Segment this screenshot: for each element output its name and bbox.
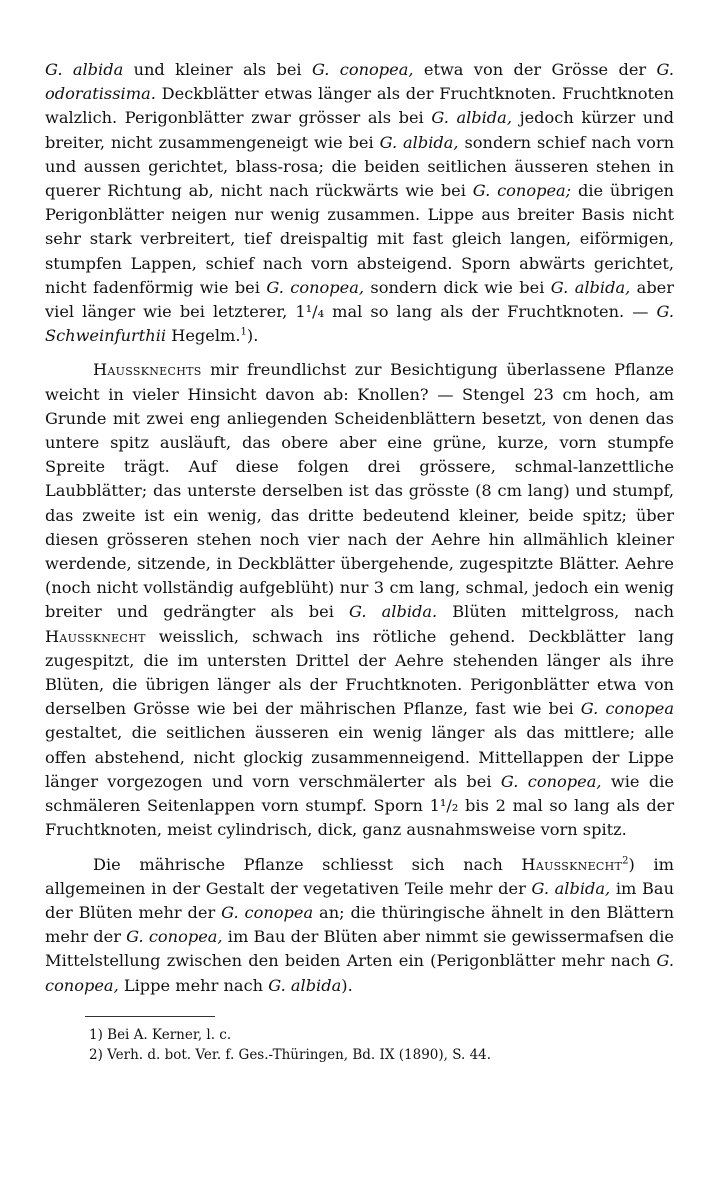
text-run: etwa von der Grösse der [413, 60, 657, 79]
species-name: G. conopea, [500, 771, 602, 791]
footnote-2: 2) Verh. d. bot. Ver. f. Ges.-Thüringen, Bd. IX (1890), S. 44. [89, 1046, 492, 1063]
text-run: Deckblätter etwas länger als der Fruchtknoten. Fruchtknoten walzlich. Perigonblätter zwar grösser als bei [45, 84, 674, 128]
text-run: Hegelm. [166, 326, 241, 346]
species-name: G. conopea [221, 902, 314, 922]
paragraph-3 [45, 853, 674, 998]
text-run: aber viel länger wie bei letzterer, 1¹/₄ mal so lang als der Fruchtknoten. — [45, 277, 674, 322]
species-name: G. albida, [531, 878, 611, 898]
species-name: G. conopea, [45, 951, 674, 995]
text-run: weisslich, schwach ins rötliche gehend. Deckblätter lang zugespitzt, die im untersten Drittel der Aehre stehenden länger als ihre Blüten, die übrigen länger als der Fruchtknoten. Perigonblätter etwa von derselben Grösse wie bei der mährischen Pflanze, fast wie bei [45, 626, 674, 719]
species-name: G. conopea [580, 699, 674, 719]
species-name: G. conopea, [311, 60, 414, 79]
text-run: sondern dick wie bei [364, 277, 551, 297]
footnote-1: 1) Bei A. Kerner, l. c. [89, 1026, 232, 1043]
species-name: G. albida, [431, 108, 512, 128]
text-run: an; die thüringische ähnelt in den Blättern mehr der [45, 902, 674, 947]
text-run: mir freundlichst zur Besichtigung überlassene Pflanze weicht in vieler Hinsicht davon ab: Knollen? — Stengel 23 cm hoch, am Grunde mit zwei eng anliegenden Scheidenblättern besetzt, von denen das untere spitz ausläuft, das obere aber eine grüne, kurze, vorn stumpfe Spreite trägt. Auf diese folgen drei grössere, schmal-lanzettliche Laubblätter; das unterste derselben ist das grösste (8 cm lang) und stumpf, das zweite ist ein wenig, das dritte bedeutend kleiner, beide spitz; über diesen grösseren stehen noch vier nach der Aehre hin allmählich kleiner werdende, sitzende, in Deckblätter übergehende, zugespitzte Blätter. Aehre (noch nicht vollständig aufgeblüht) nur 3 cm lang, schmal, jedoch ein wenig breiter und gedrängter als bei [45, 360, 674, 622]
text-run: Lippe mehr nach [118, 975, 269, 995]
text-run: wie die schmäleren Seitenlappen vorn stumpf. Sporn 1¹/₂ bis 2 mal so lang als der Fruchtknoten, meist cylindrisch, dick, ganz ausnahmsweise vorn spitz. [45, 771, 675, 840]
species-name: G. albida [268, 975, 342, 995]
author-name: Haussknecht [45, 626, 146, 646]
author-name: Haussknechts [93, 360, 202, 380]
footnote-ref: 1 [240, 326, 247, 338]
text-run: jedoch kürzer und breiter, nicht zusammengeneigt wie bei [45, 108, 675, 152]
text-run: Blüten mittelgross, nach [437, 602, 674, 622]
text-run: im Bau der Blüten mehr der [45, 878, 674, 922]
species-name: G. albida [45, 60, 124, 79]
species-name: G. albida. [349, 602, 438, 622]
text-run: die übrigen Perigonblätter neigen nur wenig zusammen. Lippe aus breiter Basis nicht sehr stark verbreitert, tief dreispaltig mit fast gleich langen, eiförmigen, stumpfen Lappen, schief nach vorn absteigend. Sporn abwärts gerichtet, nicht fadenförmig wie bei [45, 181, 674, 297]
species-name: G. conopea, [126, 927, 223, 947]
species-name: G. albida, [550, 277, 631, 297]
text-run: sondern schief nach vorn und aussen gerichtet, blass-rosa; die beiden seitlichen äusseren stehen in querer Richtung ab, nicht nach rückwärts wie bei [45, 132, 675, 201]
text-run: gestaltet, die seitlichen äusseren ein wenig länger als das mittlere; alle offen abstehend, nicht glockig zusammenneigend. Mittellappen der Lippe länger vorgezogen und vorn verschmälerter als bei [45, 723, 674, 791]
author-name: Haussknecht [521, 854, 623, 874]
species-name: G. conopea; [472, 181, 572, 201]
text-run: ) im allgemeinen in der Gestalt der vegetativen Teile mehr der [45, 854, 674, 898]
species-name: G. odoratissima. [45, 60, 674, 104]
text-run: ). [246, 326, 259, 346]
species-name: G. conopea, [266, 277, 364, 297]
text-run: und kleiner als bei [123, 60, 312, 79]
species-name: G. albida, [379, 132, 459, 152]
species-name: G. Schweinfurthii [45, 302, 674, 346]
paragraph-2 [45, 358, 674, 842]
text-run: Die mährische Pflanze schliesst sich nach [93, 854, 522, 874]
text-run: im Bau der Blüten aber nimmt sie gewissermafsen die Mittelstellung zwischen den beiden Arten ein (Perigonblätter mehr nach [45, 927, 674, 971]
paragraph-1 [45, 58, 674, 348]
footnote-ref: 2 [622, 855, 629, 867]
text-run: ). [341, 975, 353, 995]
footnote-divider [85, 1016, 215, 1017]
